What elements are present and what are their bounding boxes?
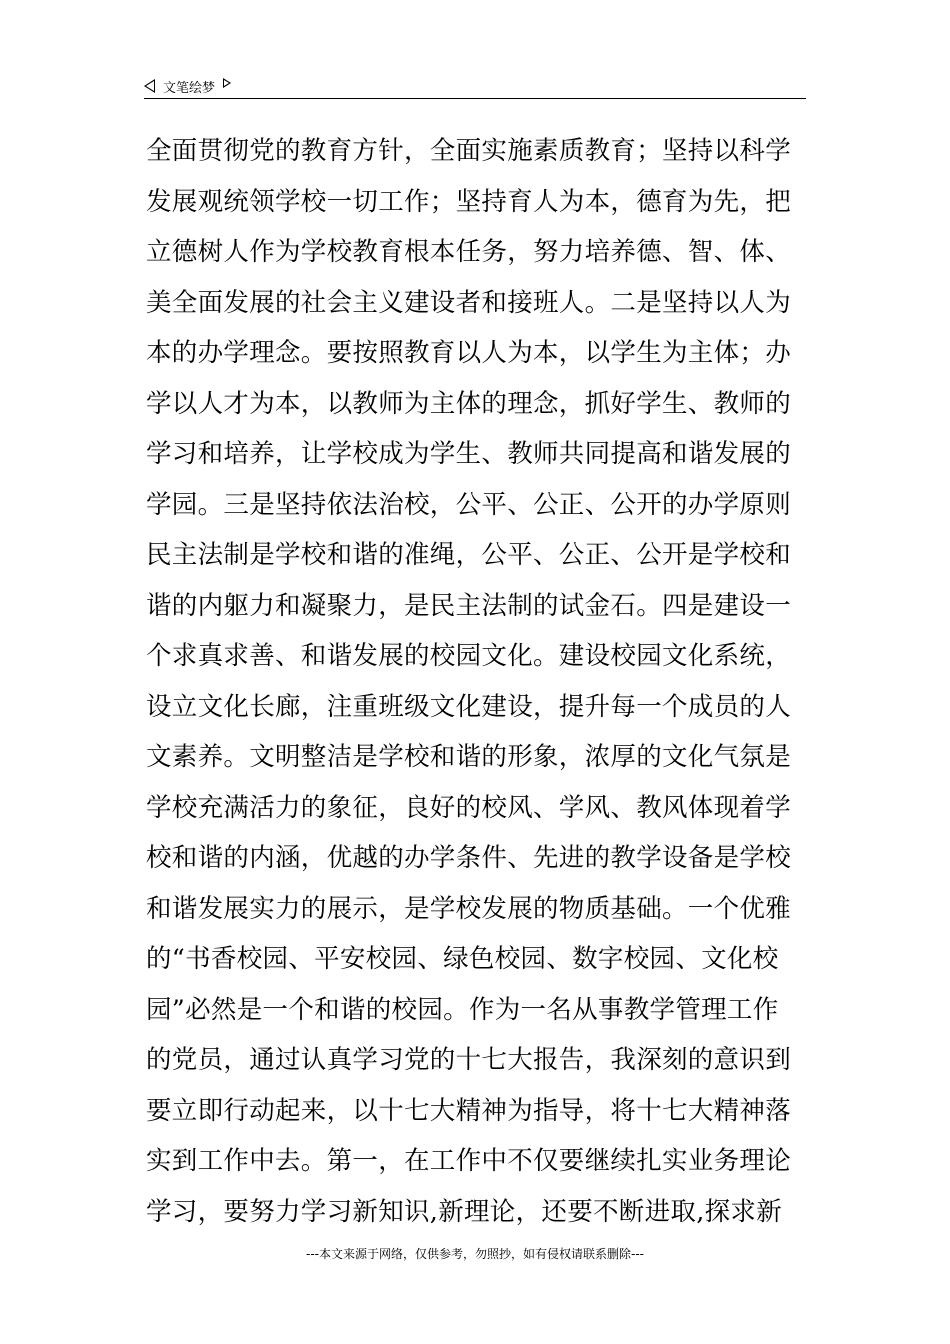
text-line: 的“书香校园、平安校园、绿色校园、数字校园、文化校: [146, 944, 779, 974]
right-triangle-icon: [223, 78, 231, 88]
text-line: 的党员，通过认真学习党的十七大报告，我深刻的意识到: [146, 1045, 792, 1075]
text-line: 和谐发展实力的展示，是学校发展的物质基础。一个优雅: [146, 893, 792, 924]
text-line: 校和谐的内涵，优越的办学条件、先进的教学设备是学校: [146, 843, 792, 873]
text-line: 学园。三是坚持依法治校，公平、公正、公开的办学原则: [146, 489, 792, 520]
text-line: 民主法制是学校和谐的准绳，公平、公正、公开是学校和: [146, 540, 792, 570]
page-header: [144, 74, 806, 98]
text-line: 学校充满活力的象征，良好的校风、学风、教风体现着学: [146, 792, 792, 823]
text-line: 要立即行动起来，以十七大精神为指导，将十七大精神落: [146, 1095, 792, 1126]
text-line: 设立文化长廊，注重班级文化建设，提升每一个成员的人: [146, 691, 792, 722]
left-triangle-icon: [144, 79, 155, 93]
text-line: 学以人才为本，以教师为主体的理念，抓好学生、教师的: [146, 388, 792, 419]
header-title: 文笔绘梦: [163, 80, 216, 96]
text-line: 谐的内躯力和凝聚力，是民主法制的试金石。四是建设一: [146, 590, 792, 621]
text-line: 学习和培养，让学校成为学生、教师共同提高和谐发展的: [146, 439, 792, 469]
footer-disclaimer: ---本文来源于网络，仅供参考，勿照抄，如有侵权请联系删除---: [306, 1247, 644, 1261]
body-text: [146, 126, 812, 1237]
text-line: 园”必然是一个和谐的校园。作为一名从事教学管理工作: [146, 994, 779, 1025]
text-line: 个求真求善、和谐发展的校园文化。建设校园文化系统，: [146, 641, 792, 671]
text-line: 学习，要努力学习新知识,新理论，还要不断进取,探求新: [146, 1196, 783, 1227]
header-divider: [144, 98, 806, 99]
text-line: 发展观统领学校一切工作；坚持育人为本，德育为先，把: [146, 186, 792, 217]
text-line: 实到工作中去。第一，在工作中不仅要继续扎实业务理论: [146, 1146, 792, 1176]
text-line: 本的办学理念。要按照教育以人为本，以学生为主体；办: [146, 338, 792, 368]
text-line: 文素养。文明整洁是学校和谐的形象，浓厚的文化气氛是: [146, 742, 792, 772]
text-line: 美全面发展的社会主义建设者和接班人。二是坚持以人为: [146, 287, 792, 318]
text-line: 全面贯彻党的教育方针，全面实施素质教育；坚持以科学: [146, 136, 792, 166]
text-line: 立德树人作为学校教育根本任务，努力培养德、智、体、: [146, 237, 792, 267]
